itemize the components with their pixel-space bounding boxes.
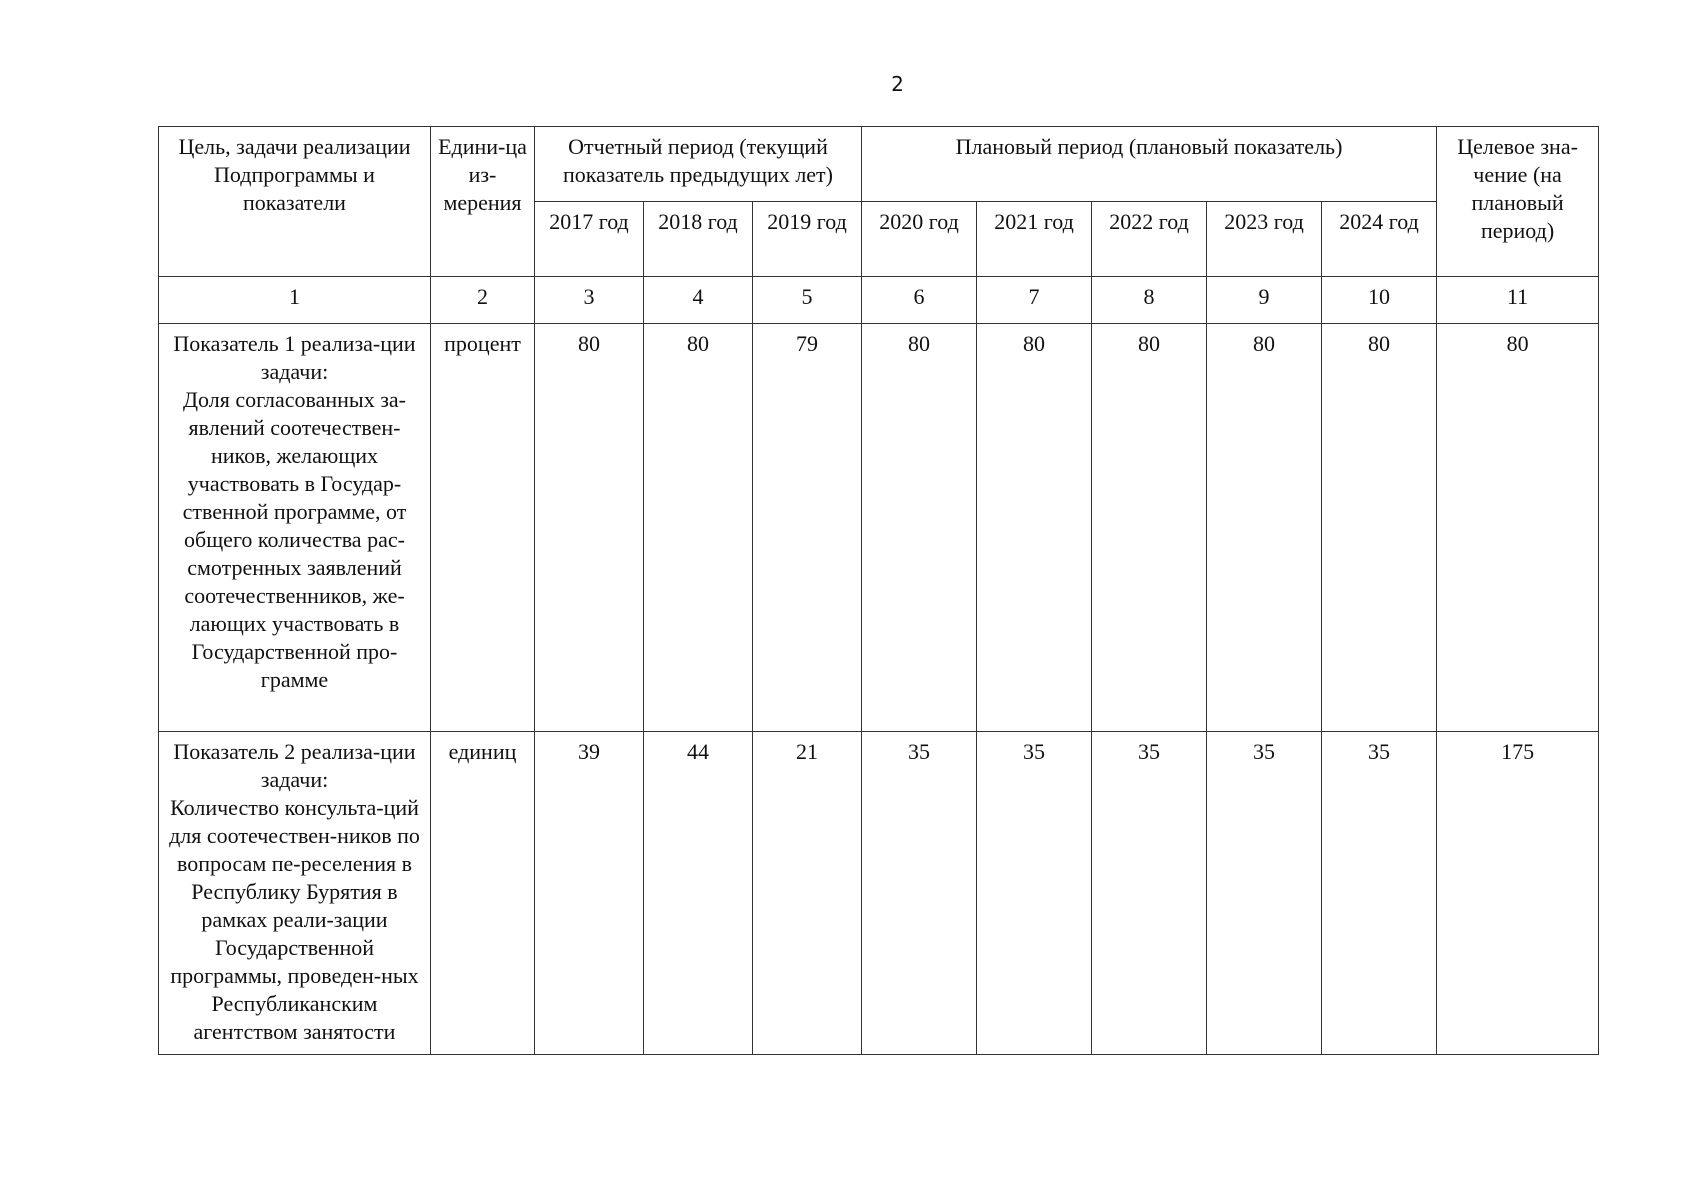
column-number: 1	[159, 277, 431, 324]
indicator-description: Количество консульта-ций для соотечествен-ников по вопросам пе-реселения в Республику Бурятия в рамках реали-зации Государственной программы, проведен-ных Республиканским агентством занятости	[169, 795, 420, 1044]
value-cell: 80	[862, 324, 977, 732]
column-number: 2	[431, 277, 535, 324]
indicator-name-cell	[159, 324, 431, 732]
column-number: 3	[535, 277, 644, 324]
column-number: 6	[862, 277, 977, 324]
value-cell: 80	[644, 324, 753, 732]
table-row	[159, 732, 1599, 1055]
header-year: 2017 год	[535, 202, 644, 277]
indicator-description: Доля согласованных за-явлений соотечествен-ников, желающих участвовать в Государ-ственной программе, от общего количества рас-смотренных заявлений соотечественников, же-лающих участвовать в Государственной про-грамме	[182, 387, 407, 692]
value-cell: 44	[644, 732, 753, 1055]
column-number: 9	[1207, 277, 1322, 324]
header-row	[159, 127, 1599, 202]
value-cell: 35	[977, 732, 1092, 1055]
header-year: 2020 год	[862, 202, 977, 277]
value-cell: 80	[1322, 324, 1437, 732]
page-number: 2	[891, 72, 904, 96]
indicator-title: Показатель 1 реализа-ции задачи:	[173, 331, 416, 384]
column-number: 7	[977, 277, 1092, 324]
header-year: 2024 год	[1322, 202, 1437, 277]
value-cell: 35	[862, 732, 977, 1055]
column-number: 4	[644, 277, 753, 324]
header-unit: Едини-ца из-мерения	[431, 127, 535, 277]
header-year: 2022 год	[1092, 202, 1207, 277]
indicator-title: Показатель 2 реализа-ции задачи:	[173, 739, 416, 792]
value-cell: 21	[753, 732, 862, 1055]
header-planning-period: Плановый период (плановый показатель)	[862, 127, 1437, 202]
header-year: 2019 год	[753, 202, 862, 277]
table-row	[159, 324, 1599, 732]
header-year: 2021 год	[977, 202, 1092, 277]
target-cell: 175	[1437, 732, 1599, 1055]
value-cell: 39	[535, 732, 644, 1055]
column-number: 5	[753, 277, 862, 324]
indicators-table	[158, 126, 1599, 1055]
value-cell: 80	[977, 324, 1092, 732]
header-goal: Цель, задачи реализации Подпрограммы и показатели	[159, 127, 431, 277]
column-number: 10	[1322, 277, 1437, 324]
header-target-value: Целевое зна-чение (на плановый период)	[1437, 127, 1599, 277]
value-cell: 80	[535, 324, 644, 732]
value-cell: 80	[1092, 324, 1207, 732]
value-cell: 35	[1322, 732, 1437, 1055]
value-cell: 35	[1207, 732, 1322, 1055]
indicator-name-cell	[159, 732, 431, 1055]
column-number-row	[159, 277, 1599, 324]
header-reporting-period: Отчетный период (текущий показатель предыдущих лет)	[535, 127, 862, 202]
column-number: 11	[1437, 277, 1599, 324]
header-year: 2018 год	[644, 202, 753, 277]
value-cell: 80	[1207, 324, 1322, 732]
target-cell: 80	[1437, 324, 1599, 732]
column-number: 8	[1092, 277, 1207, 324]
value-cell: 79	[753, 324, 862, 732]
unit-cell: процент	[431, 324, 535, 732]
value-cell: 35	[1092, 732, 1207, 1055]
header-year: 2023 год	[1207, 202, 1322, 277]
unit-cell: единиц	[431, 732, 535, 1055]
